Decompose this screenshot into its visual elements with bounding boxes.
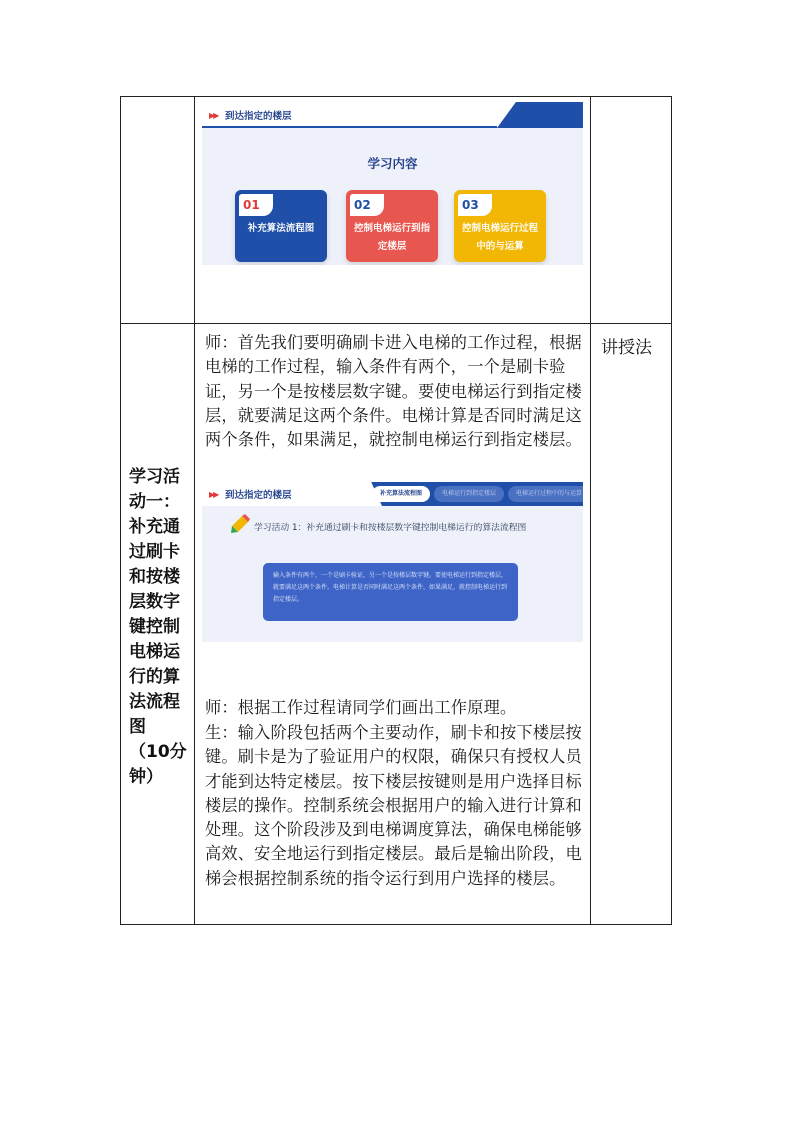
double-triangle-icon: ▶▶ xyxy=(209,111,218,120)
card-label: 补充算法流程图 xyxy=(247,223,315,234)
slide-header-title: 到达指定的楼层 xyxy=(225,490,292,501)
teacher-intro-text: 师：首先我们要明确刷卡进入电梯的工作过程，根据电梯的工作过程，输入条件有两个，一个是刷卡验证，另一个是按楼层数字键。要使电梯运行到指定楼层，就要满足这两个条件。电梯计算是否同时满足这两个条件，如果满足，就控制电梯运行到指定楼层。 xyxy=(205,333,582,450)
slide-header xyxy=(202,482,583,506)
card-number: 03 xyxy=(458,194,492,216)
header-band xyxy=(497,102,583,128)
teaching-method: 讲授法 xyxy=(601,338,652,358)
slide-learning-content xyxy=(202,102,583,265)
content-card-1 xyxy=(235,190,327,262)
activity-duration: （10分钟） xyxy=(129,742,187,787)
column-divider xyxy=(194,97,195,924)
card-number: 01 xyxy=(239,194,273,216)
slide-header xyxy=(202,102,583,128)
card-number: 02 xyxy=(350,194,384,216)
teacher-prompt-text: 师：根据工作过程请同学们画出工作原理。 xyxy=(205,698,517,717)
slide-heading: 学习内容 xyxy=(367,156,418,171)
activity-cell xyxy=(129,465,189,790)
content-card-3 xyxy=(454,190,546,262)
activity-title: 学习活动一：补充通过刷卡和按楼层数字键控制电梯运行的算法流程图 xyxy=(129,467,180,737)
activity-description-box: 输入条件有两个，一个是刷卡验证，另一个是按楼层数字键。要使电梯运行到指定楼层，就要满足这两个条件。电梯计算是否同时满足这两个条件，如果满足，就控制电梯运行到指定楼层。 xyxy=(263,563,518,621)
slide-header-title: 到达指定的楼层 xyxy=(225,111,292,122)
tab-flowchart[interactable]: 补充算法流程图 xyxy=(372,486,430,502)
tab-run-to-floor[interactable]: 电梯运行到指定楼层 xyxy=(434,486,504,502)
card-label: 控制电梯运行过程中的与运算 xyxy=(461,223,538,252)
lesson-plan-table xyxy=(120,96,672,925)
content-card-2 xyxy=(346,190,438,262)
student-answer-text: 生：输入阶段包括两个主要动作，刷卡和按下楼层按键。刷卡是为了验证用户的权限，确保只有授权人员才能到达特定楼层。按下楼层按键则是用户选择目标楼层的操作。控制系统会根据用户的输入进行计算和处理。这个阶段涉及到电梯调度算法，确保电梯能够高效、安全地运行到指定楼层。最后是输出阶段，电梯会根据控制系统的指令运行到用户选择的楼层。 xyxy=(205,723,582,888)
slide-activity-1 xyxy=(202,482,583,642)
card-label: 控制电梯运行到指定楼层 xyxy=(353,223,430,252)
pencil-icon xyxy=(230,514,250,534)
header-underline xyxy=(202,126,497,128)
slide-tabs xyxy=(372,486,583,502)
row-divider xyxy=(121,323,671,324)
double-triangle-icon: ▶▶ xyxy=(209,490,218,499)
activity-heading: 学习活动 1：补充通过刷卡和按楼层数字键控制电梯运行的算法流程图 xyxy=(254,523,527,533)
tab-and-operation[interactable]: 电梯运行过程中的与运算 xyxy=(508,486,583,502)
